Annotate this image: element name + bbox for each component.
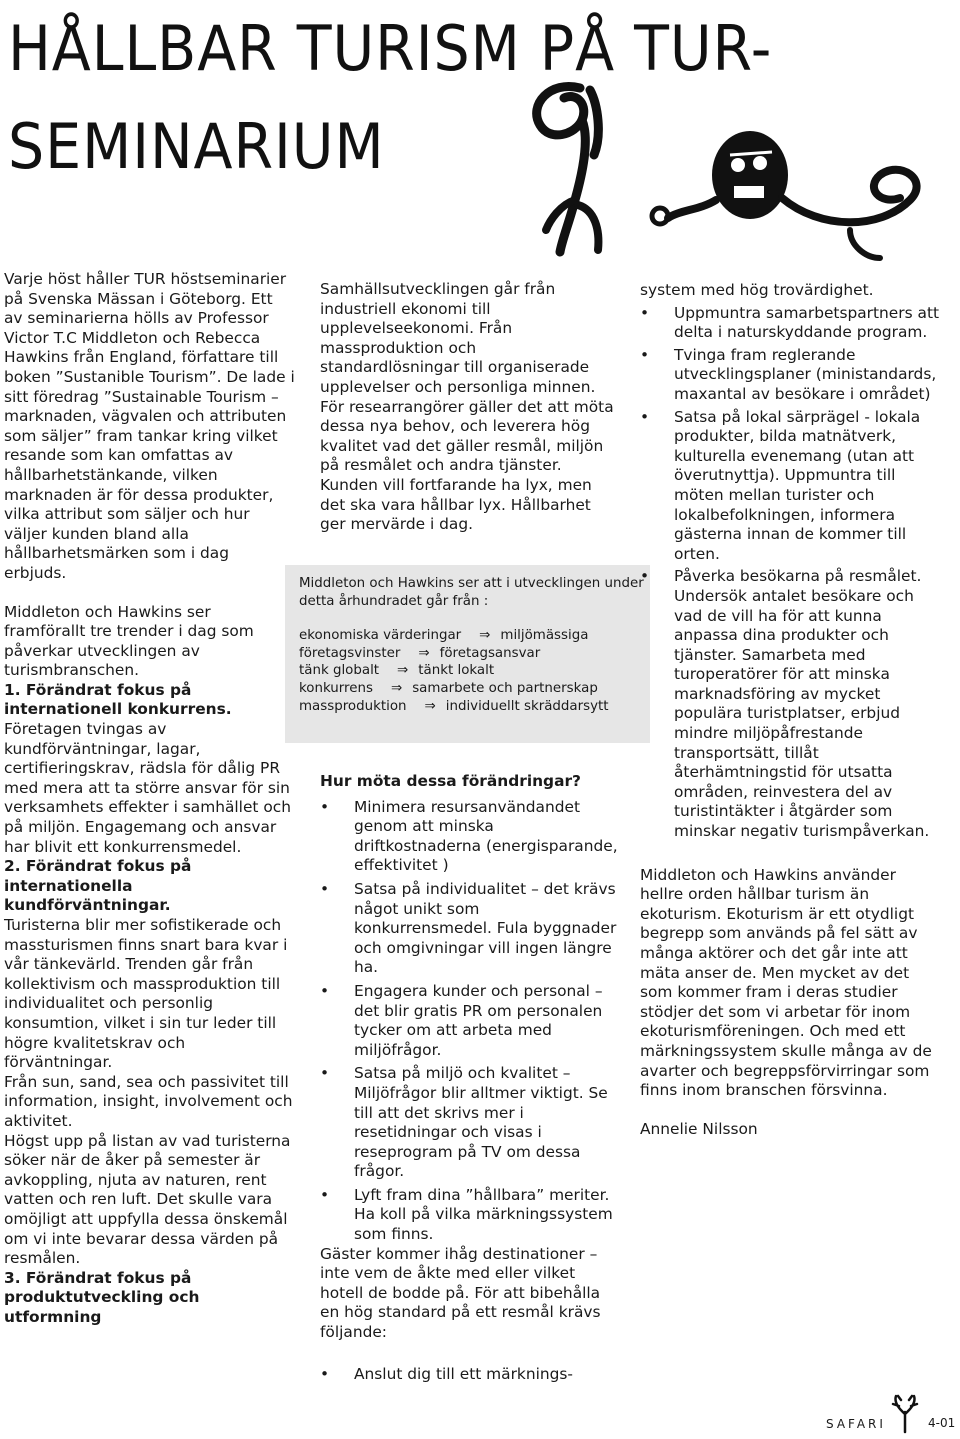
- bullet-item: • Uppmuntra samarbetspartners att delta i naturskyddande program.: [640, 304, 940, 343]
- arrow-icon: ⇒: [424, 698, 436, 714]
- section-heading: Hur möta dessa förändringar?: [320, 772, 581, 790]
- bullet-item: • Engagera kunder och personal – det blir gratis PR om personalen tycker om att arbeta med miljöfrågor.: [320, 982, 620, 1060]
- antler-icon: [888, 1394, 922, 1434]
- trends-box-row: tänk globalt ⇒ tänkt lokalt: [299, 663, 495, 679]
- intro-paragraph: Varje höst håller TUR höstseminarier på Svenska Mässan i Göteborg. Ett av seminarierna hölls av Professor Victor T.C Middleton och Rebecca Hawkins från England, författare till boken ”Sustanible Tourism”. De lade i sitt föredrag ”Sustainable Tourism – marknaden, vägvalen och attributen som säljer” fram tankar kring vilket resande som kan omfattas av hållbarhetstänkande, vilken marknaden är för dessa produkter, vilka attribut som säljer och hur väljer kunden bland alla hållbarhetsmärken som i dag erbjuds.: [4, 270, 295, 582]
- closing-paragraph: Middleton och Hawkins använder hellre orden hållbar turism än ekoturism. Ekoturism är ett otydligt begrepp som används på fel sätt av många aktörer och det går inte att mäta anser de. Men mycket av det som kommer fram i deras studier stödjer det som vi arbetar för inom ekoturismföreningen. Och med ett märkningssystem skulle många av de avarter och begreppsförvirringar som finns inom branschen försvinna.: [640, 865, 932, 1100]
- trend-1-text: Företagen tvingas av kundförväntningar, lagar, certifieringskrav, rädsla för dålig PR med mera att ta större ansvar för sin verksamhets effekter i samhället och på miljön. Engagemang och ansvar har blivit ett konkurrensmedel.: [4, 720, 291, 856]
- bullet-item: • Minimera resursanvändandet genom att minska driftkostnaderna (energisparande, effektivitet ): [320, 798, 620, 876]
- column-1: [4, 270, 296, 1327]
- bullet-item: • Påverka besökarna på resmålet. Undersök antalet besökare och vad de vill ha för att kunna anpassa dina produkter och tjänster. Samarbeta med turoperatörer för att minska marknadsföring av mycket populära turistplatser, erbjud mindre miljöpåfrestande transportsätt, tillåt återhämtningstid för utsatta områden, reinvestera del av turistintäkter i åtgärder som minskar negativ turismpåverkan.: [640, 567, 940, 841]
- column-2: [320, 280, 620, 535]
- bullet-item: • Lyft fram dina ”hållbara” meriter. Ha koll på vilka märkningssystem som finns.: [320, 1186, 620, 1245]
- page-title-line-2: SEMINARIUM: [8, 110, 385, 183]
- bullet-item: • Satsa på lokal särprägel - lokala produkter, bilda matnätverk, kulturella evenemang (utan att överutnyttja). Uppmuntra till möten mellan turister och lokalbefolkningen, informera gästerna innan de kommer till orten.: [640, 408, 940, 565]
- trend-1-heading: 1. Förändrat fokus på internationell konkurrens.: [4, 680, 232, 719]
- page-number: 4-01: [928, 1416, 956, 1430]
- page-title-line-1: HÅLLBAR TURISM PÅ TUR-: [8, 12, 773, 85]
- trends-box-row: massproduktion ⇒ individuellt skräddarsytt: [299, 698, 609, 714]
- trend-3-heading: 3. Förändrat fokus på produktutveckling och utformning: [4, 1268, 200, 1326]
- continued-text: system med hög trovärdighet.: [640, 281, 874, 299]
- destination-paragraph: Gäster kommer ihåg destinationer – inte vem de åkte med eller vilket hotell de bodde på. För att bibehålla en hög standard på ett resmål krävs följande:: [320, 1244, 601, 1342]
- trends-intro: Middleton och Hawkins ser framförallt tre trender i dag som påverkar utvecklingen av turismbranschen.: [4, 602, 254, 680]
- bullet-item: • Satsa på miljö och kvalitet – Miljöfrågor blir alltmer viktigt. Se till att det skrivs mer i resetidningar och visas i reseprogram på TV om dessa frågor.: [320, 1064, 620, 1182]
- arrow-icon: ⇒: [479, 628, 491, 644]
- trends-box-row: ekonomiska värderingar ⇒ miljömässiga: [299, 628, 589, 644]
- author-name: Annelie Nilsson: [640, 1119, 758, 1138]
- arrow-icon: ⇒: [390, 680, 403, 696]
- trends-box: [285, 565, 650, 743]
- arrow-icon: ⇒: [418, 645, 430, 661]
- column-3: [640, 281, 940, 1139]
- bullet-item: • Anslut dig till ett märknings-: [320, 1365, 620, 1385]
- footer-brand: SAFARI: [826, 1417, 886, 1431]
- trends-box-intro: Middleton och Hawkins ser att i utvecklingen under detta århundradet går från :: [299, 576, 644, 609]
- trend-2-text-3: Högst upp på listan av vad turisterna söker när de åker på semester är avkoppling, njuta av naturen, rent vatten och ren luft. Det skulle vara omöjligt att uppfylla dessa önskemål om vi inte bevarar dessa värden på resmålen.: [4, 1131, 291, 1268]
- experience-economy-paragraph: Samhällsutvecklingen går från industriell ekonomi till upplevelseekonomi. Från massproduktion och standardlösningar till organiserade upplevelser och personliga minnen. För researrangörer gäller det att möta dessa nya behov, och leverera hög kvalitet vad det gäller resmål, miljön på resmålet och andra tjänster. Kunden vill fortfarande ha lyx, men det ska vara hållbar lyx. Hållbarhet ger mervärde i dag.: [320, 280, 614, 534]
- rock-art-illustration: [520, 80, 960, 270]
- trends-box-row: företagsvinster ⇒ företagsansvar: [299, 645, 541, 661]
- trend-2-text-2: Från sun, sand, sea och passivitet till information, insight, involvement och aktivitet.: [4, 1072, 293, 1130]
- trend-2-text: Turisterna blir mer sofistikerade och massturismen finns snart bara kvar i vår tänkevärld. Trenden går från kollektivism och massproduktion till individualitet och personlig konsumtion, vilket i sin tur leder till högre kvalitetskrav och förväntningar.: [4, 916, 288, 1072]
- bullet-item: • Satsa på individualitet – det krävs något unikt som konkurrensmedel. Fula byggnader och omgivningar vill ingen längre ha.: [320, 880, 620, 978]
- bullet-item: • Tvinga fram reglerande utvecklingsplaner (ministandards, maxantal av besökare i området): [640, 346, 940, 405]
- arrow-icon: ⇒: [397, 663, 409, 679]
- trends-box-row: konkurrens ⇒ samarbete och partnerskap: [299, 680, 598, 696]
- column-2-lower: [320, 772, 620, 1384]
- trend-2-heading: 2. Förändrat fokus på internationella kundförväntningar.: [4, 857, 192, 915]
